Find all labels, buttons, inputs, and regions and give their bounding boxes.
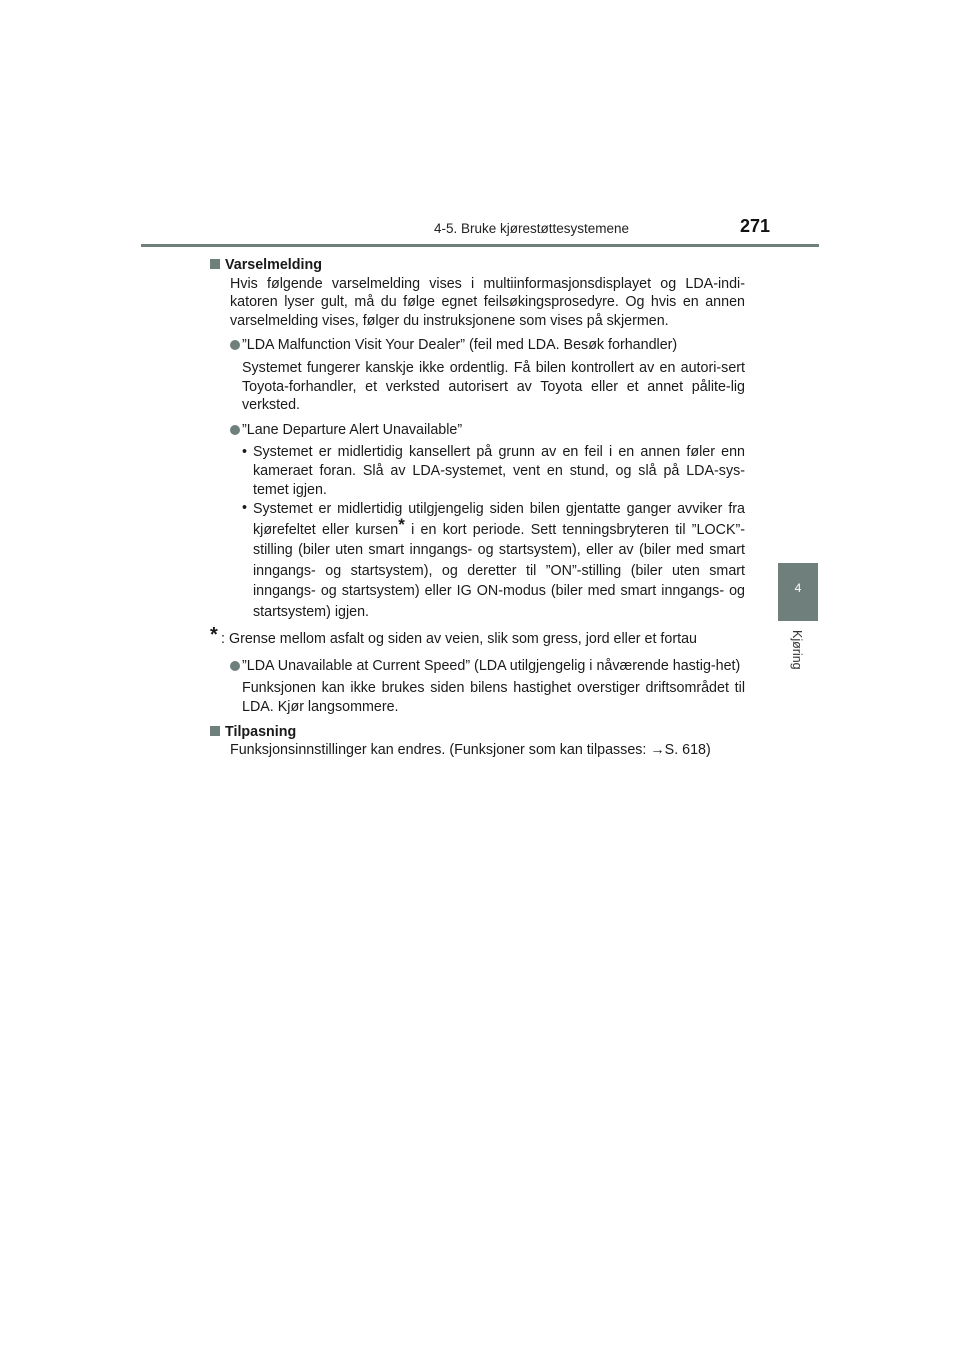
sub-list-item [210, 499, 745, 622]
message-item-lda-speed [210, 657, 745, 676]
footnote-text: : Grense mellom asfalt og siden av veien, slik som gress, jord eller et fortau [221, 631, 697, 648]
sub-item-text: Systemet er midlertidig kansellert på grunn av en feil i en annen føler enn kameraet foran. Slå av LDA-systemet, vent en stund, og slå på LDA-sys-temet igjen. [253, 444, 745, 498]
chapter-label: Kjøring [790, 630, 804, 670]
message-title: ”Lane Departure Alert Unavailable” [242, 421, 463, 438]
circle-bullet-icon [230, 340, 240, 350]
message-item-lda-malfunction [210, 336, 745, 355]
asterisk-mark: * [210, 624, 218, 647]
sub-item-text: Systemet er midlertidig utilgjengelig siden bilen gjentatte ganger avviker fra kjørefeltet eller kursen* i en kort periode. Sett tenningsbryteren til ”LOCK”-stilling (biler uten smart inngangs- og startsystem), eller av (biler med smart inngangs- og startsystem), og deretter til ”ON”-stilling (biler uten smart inngangs- og startsystem) eller IG ON-modus (biler med smart inngangs- og startsystem) igjen. [253, 501, 745, 620]
section-heading-tilpasning: Tilpasning [210, 723, 745, 742]
section-text-tilpasning: Funksjonsinnstillinger kan endres. (Funksjoner som kan tilpasses: →S. 618) [230, 742, 711, 759]
page-number: 271 [740, 216, 771, 236]
chapter-tab [778, 563, 818, 621]
message-item-lda-unavailable [210, 421, 745, 440]
sub-list-item [210, 443, 745, 499]
asterisk-mark: * [398, 514, 405, 534]
section-heading-varselmelding: Varselmelding [210, 256, 745, 275]
message-title: ”LDA Unavailable at Current Speed” (LDA utilgjengelig i nåværende hastig-het) [242, 657, 741, 674]
section-text-varselmelding: Hvis følgende varselmelding vises i multiinformasjonsdisplayet og LDA-indi-katoren lyser gult, må du følge egnet feilsøkingsprosedyre. Og hvis en annen varselmelding vises, følger du instruksjonene som vises på skjermen. [230, 275, 745, 329]
message-body: Systemet fungerer kanskje ikke ordentlig. Få bilen kontrollert av en autori-sert Toyota-forhandler, et verksted autorisert av Toyota eller et annet pålite-lig verksted. [242, 359, 745, 414]
square-bullet-icon [210, 726, 220, 736]
header-section-title: 4-5. Bruke kjørestøttesystemene [434, 221, 630, 236]
square-bullet-icon [210, 259, 220, 269]
message-title: ”LDA Malfunction Visit Your Dealer” (feil med LDA. Besøk forhandler) [242, 337, 678, 354]
page-content [210, 256, 745, 760]
header-rule [141, 244, 819, 247]
circle-bullet-icon [230, 661, 240, 671]
message-body: Funksjonen kan ikke brukes siden bilens hastighet overstiger driftsområdet til LDA. Kjør langsommere. [242, 680, 745, 715]
circle-bullet-icon [230, 425, 240, 435]
footnote [210, 624, 745, 649]
chapter-number: 4 [794, 581, 802, 595]
dot-marker: • [242, 444, 248, 461]
dot-marker: • [242, 500, 248, 517]
